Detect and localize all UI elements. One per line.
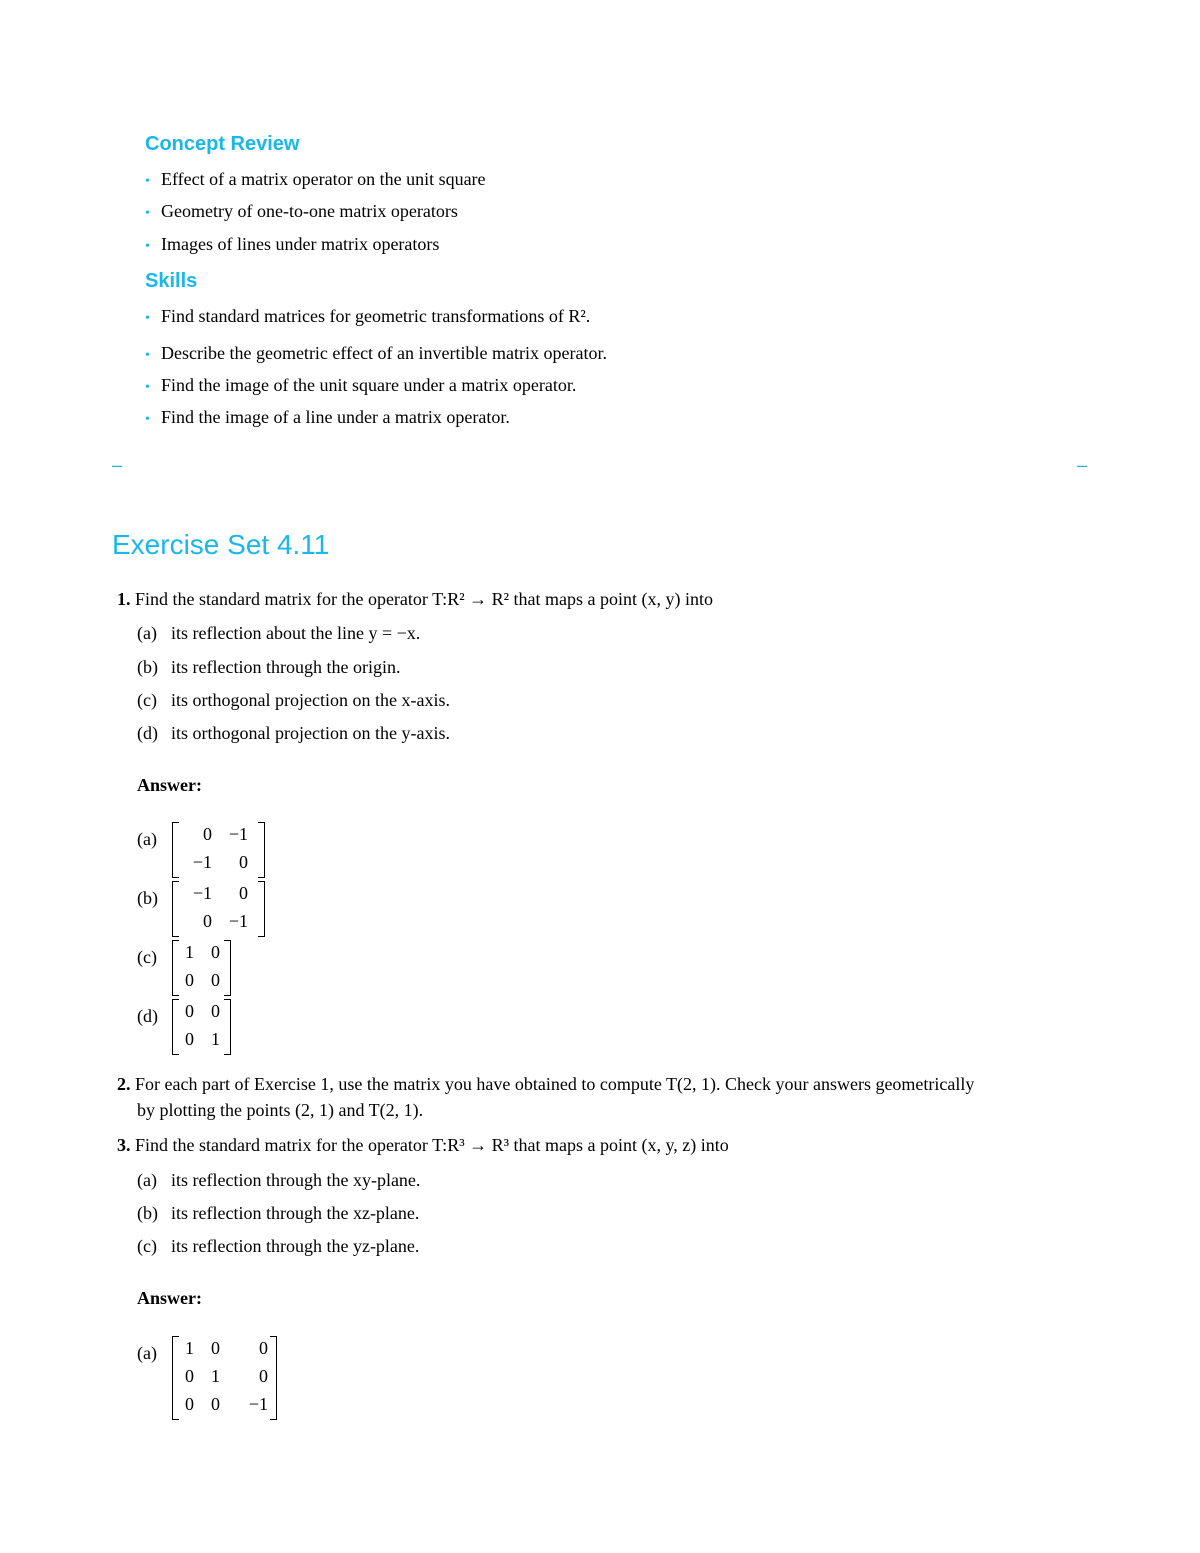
bullet-icon: • <box>145 412 150 427</box>
exercise-3-answer-label: Answer: <box>137 1288 202 1308</box>
bullet-icon: • <box>145 206 150 221</box>
bullet-icon: • <box>145 174 150 189</box>
bullet-icon: • <box>145 311 150 326</box>
concept-item: • Images of lines under matrix operators <box>145 233 439 258</box>
exercise-1-prompt: 1. Find the standard matrix for the operator T:R² → R² that maps a point (x, y) into <box>117 589 713 609</box>
exercise-2-text-cont: by plotting the points (2, 1) and T(2, 1). <box>137 1100 424 1120</box>
exercise-set-title: Exercise Set 4.11 <box>112 529 330 560</box>
separator-left: – <box>112 455 123 475</box>
concept-item: • Effect of a matrix operator on the unit square <box>145 168 486 193</box>
skills-heading: Skills <box>145 270 198 292</box>
answer-label: (b) <box>137 888 158 908</box>
exercise-1-part: (a) its reflection about the line y = −x. <box>137 623 421 643</box>
answer-label: (a) <box>137 829 157 849</box>
answer-label: (c) <box>137 947 157 967</box>
skill-item: • Find the image of a line under a matrix operator. <box>145 406 510 431</box>
exercise-3-part: (b) its reflection through the xz-plane. <box>137 1203 420 1223</box>
exercise-2-text: 2. For each part of Exercise 1, use the matrix you have obtained to compute T(2, 1). Check your answers geometrically <box>117 1074 975 1094</box>
answer-label: (a) <box>137 1343 157 1363</box>
exercise-1-answer-label: Answer: <box>137 775 202 795</box>
bullet-icon: • <box>145 348 150 363</box>
concept-item: • Geometry of one-to-one matrix operators <box>145 200 458 225</box>
exercise-3-part: (a) its reflection through the xy-plane. <box>137 1170 421 1190</box>
separator-right: – <box>1077 455 1088 475</box>
answer-label: (d) <box>137 1006 158 1026</box>
bullet-icon: • <box>145 380 150 395</box>
exercise-1-part: (d) its orthogonal projection on the y-axis. <box>137 723 450 743</box>
exercise-1-part: (c) its orthogonal projection on the x-axis. <box>137 690 450 710</box>
exercise-3-prompt: 3. Find the standard matrix for the operator T:R³ → R³ that maps a point (x, y, z) into <box>117 1135 729 1155</box>
exercise-1-part: (b) its reflection through the origin. <box>137 657 401 677</box>
skill-item: • Find the image of the unit square under a matrix operator. <box>145 374 576 399</box>
exercise-3-part: (c) its reflection through the yz-plane. <box>137 1236 420 1256</box>
skill-item: • Describe the geometric effect of an invertible matrix operator. <box>145 342 607 367</box>
bullet-icon: • <box>145 239 150 254</box>
skill-item: • Find standard matrices for geometric transformations of R². <box>145 305 590 330</box>
concept-review-heading: Concept Review <box>145 133 300 155</box>
